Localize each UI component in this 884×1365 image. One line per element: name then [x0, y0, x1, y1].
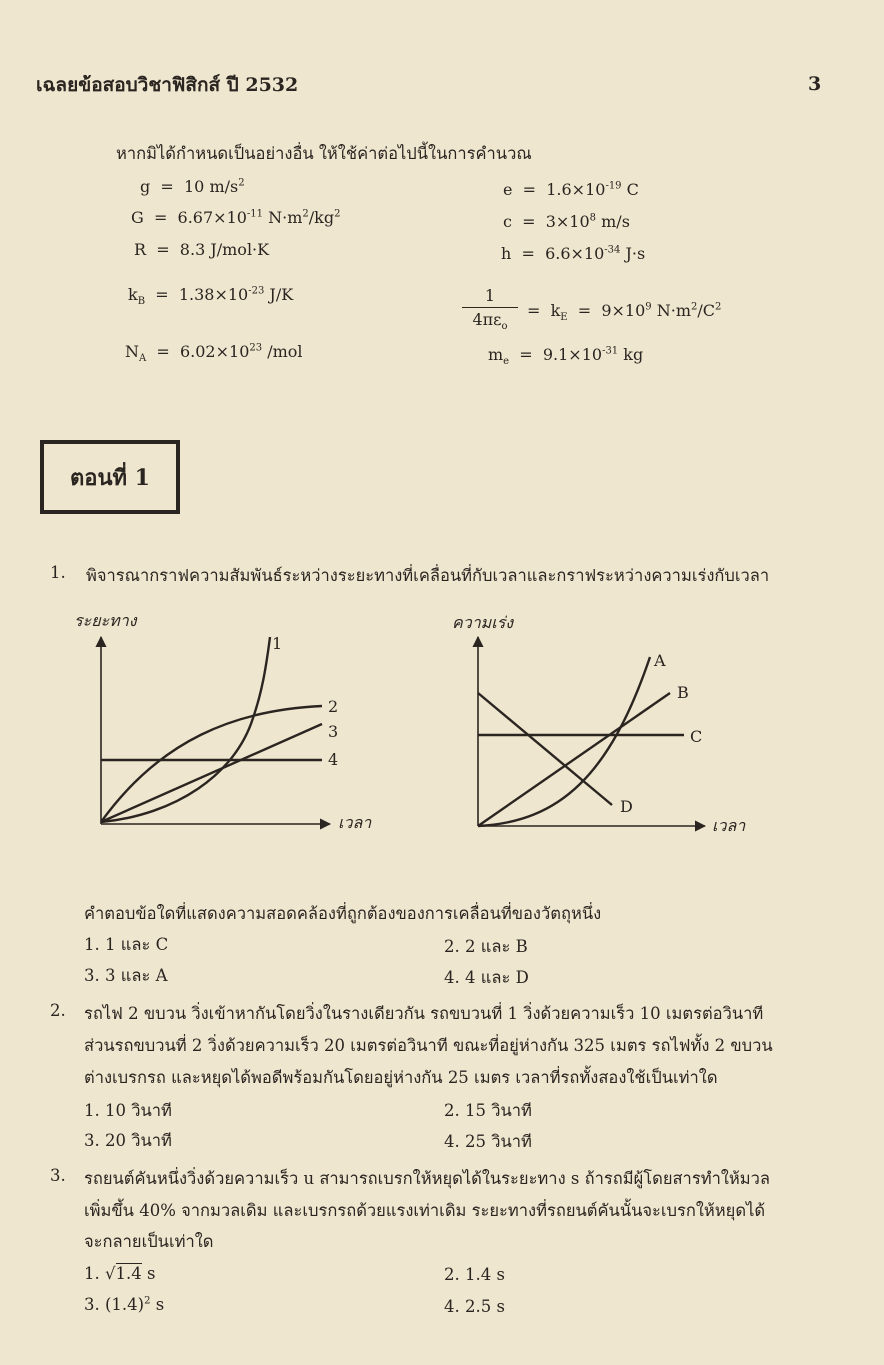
q2-line-1: รถไฟ 2 ขบวน วิ่งเข้าหากันโดยวิ่งในรางเดียวกัน รถขบวนที่ 1 วิ่งด้วยความเร็ว 10 เมตรต่อวินาที — [84, 1004, 764, 1023]
fraction-numerator: 1 — [462, 286, 518, 308]
graph2-label-D: D — [620, 797, 633, 816]
graph1-x-label: เวลา — [338, 813, 372, 832]
q3-line-3: จะกลายเป็นเท่าใด — [84, 1232, 214, 1251]
q1-choice-4: 4. 4 และ D — [444, 968, 529, 987]
coulomb-fraction — [462, 286, 518, 333]
graph2-label-A: A — [654, 651, 666, 670]
q1-graphs — [0, 600, 884, 840]
graph2-x-label: เวลา — [712, 816, 746, 835]
q2-choice-3: 3. 20 วินาที — [84, 1131, 172, 1150]
graph2-label-B: B — [677, 683, 689, 702]
graph1-curve-2 — [101, 706, 322, 822]
constant-c: $c = 3\times 10^8$ m/s — [503, 212, 630, 231]
acceleration-time-graph — [452, 613, 746, 835]
q2-number: 2. — [50, 1001, 66, 1020]
q3-number: 3. — [50, 1166, 66, 1185]
constant-e: $e = 1.6\times 10^{-19}$ C — [503, 180, 639, 199]
q3-choice-2: 2. 1.4 s — [444, 1265, 505, 1284]
graph2-label-C: C — [690, 727, 703, 746]
constant-R: R = 8.3 J/mol·K — [134, 240, 270, 259]
q2-choice-4: 4. 25 วินาที — [444, 1132, 532, 1151]
q1-choice-1: 1. 1 และ C — [84, 935, 169, 954]
constant-h: $h = 6.6\times 10^{-34}$ J·s — [501, 244, 646, 263]
graph1-label-4: 4 — [328, 750, 339, 769]
q1-choice-2: 2. 2 และ B — [444, 937, 528, 956]
distance-time-graph — [74, 611, 372, 832]
constant-NA: $N_A = 6.02\times 10^{23}$ /mol — [125, 342, 303, 365]
section-label: ตอนที่ 1 — [69, 464, 150, 491]
graph2-line-B — [478, 693, 670, 826]
q1-prompt: คำตอบข้อใดที่แสดงความสอดคล้องที่ถูกต้องของการเคลื่อนที่ของวัตถุหนึ่ง — [84, 904, 602, 923]
graph1-y-label: ระยะทาง — [74, 611, 137, 630]
q3-line-1: รถยนต์คันหนึ่งวิ่งด้วยความเร็ว u สามารถเบรกให้หยุดได้ในระยะทาง s ถ้ารถมีผู้โดยสารทำให้มวล — [84, 1169, 771, 1188]
square-root-sign: √ — [105, 1264, 116, 1283]
constants-intro: หากมิได้กำหนดเป็นอย่างอื่น ให้ใช้ค่าต่อไปนี้ในการคำนวณ — [116, 144, 532, 163]
fraction-denominator: $4\pi\varepsilon_o$ — [472, 310, 508, 333]
graph2-y-label: ความเร่ง — [452, 613, 514, 632]
page-number: 3 — [808, 73, 822, 95]
q1-text: พิจารณากราฟความสัมพันธ์ระหว่างระยะทางที่เคลื่อนที่กับเวลาและกราฟระหว่างความเร่งกับเวลา — [86, 566, 770, 585]
graph1-curve-1 — [101, 637, 270, 822]
q1-number: 1. — [50, 563, 66, 582]
q3-choice-1: 1. √1.4 s — [84, 1264, 156, 1283]
constant-g: g = 10 $m/s^2$ — [140, 177, 245, 196]
constant-kE: = $k_E = 9\times 10^9$ $N\cdot m^2/C^2$ — [527, 301, 722, 324]
graph1-label-2: 2 — [328, 697, 339, 716]
q3-choice-4: 4. 2.5 s — [444, 1297, 505, 1316]
q2-choice-2: 2. 15 วินาที — [444, 1101, 532, 1120]
graph1-label-3: 3 — [328, 722, 339, 741]
graph1-label-1: 1 — [272, 634, 283, 653]
q3-choice-3: 3. $(1.4)^2$ s — [84, 1295, 165, 1314]
q1-choice-3: 3. 3 และ A — [84, 966, 168, 985]
constant-G: $G = 6.67\times 10^{-11}$ $N\cdot m^2/kg^2$ — [131, 208, 341, 227]
section-heading-box — [40, 440, 180, 514]
q2-line-3: ต่างเบรกรถ และหยุดได้พอดีพร้อมกันโดยอยู่ห่างกัน 25 เมตร เวลาที่รถทั้งสองใช้เป็นเท่าใด — [84, 1068, 718, 1087]
constant-kB: $k_B = 1.38\times 10^{-23}$ J/K — [128, 285, 294, 308]
constant-me: $m_e = 9.1\times 10^{-31}$ kg — [488, 345, 644, 368]
q2-choice-1: 1. 10 วินาที — [84, 1101, 172, 1120]
graph1-line-3 — [101, 724, 322, 822]
graph2-line-D — [478, 693, 612, 805]
q3-line-2: เพิ่มขึ้น 40% จากมวลเดิม และเบรกรถด้วยแรงเท่าเดิม ระยะทางที่รถยนต์คันนั้นจะเบรกให้หยุดได้ — [84, 1201, 766, 1220]
page-header-title: เฉลยข้อสอบวิชาฟิสิกส์ ปี 2532 — [36, 74, 299, 96]
q2-line-2: ส่วนรถขบวนที่ 2 วิ่งด้วยความเร็ว 20 เมตรต่อวินาที ขณะที่อยู่ห่างกัน 325 เมตร รถไฟทั้ง 2 ขบวน — [84, 1036, 773, 1055]
